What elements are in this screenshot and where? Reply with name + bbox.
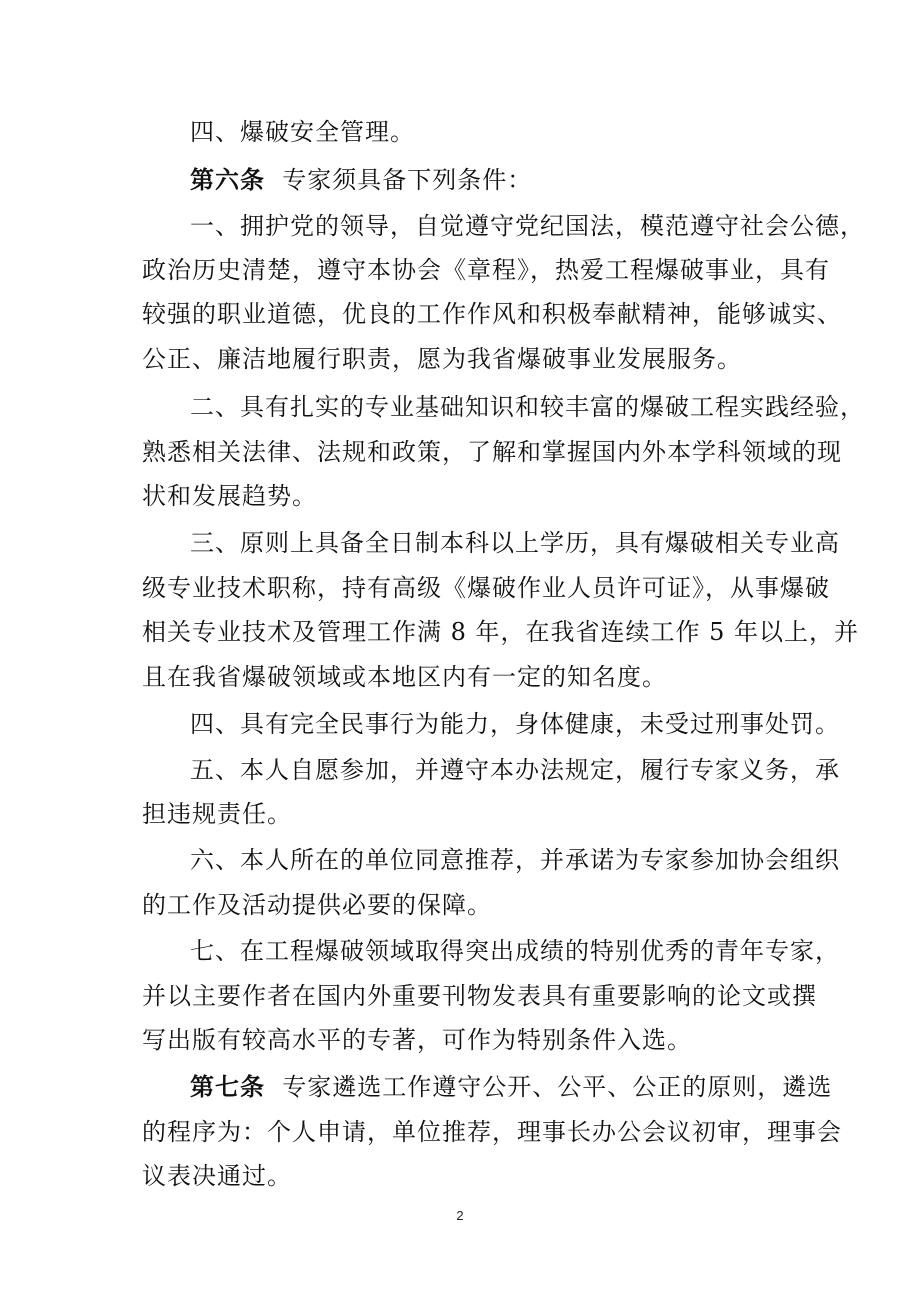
condition-2-line-1: 二、具有扎实的专业基础知识和较丰富的爆破工程实践经验， [190, 393, 865, 421]
condition-2-line-2: 熟悉相关法律、法规和政策，了解和掌握国内外本学科领域的现 [142, 438, 842, 466]
condition-7-line-1: 七、在工程爆破领域取得突出成绩的特别优秀的青年专家， [190, 937, 840, 965]
condition-1-line-3: 较强的职业道德，优良的工作作风和积极奉献精神，能够诚实、 [142, 300, 842, 328]
condition-6-line-1: 六、本人所在的单位同意推荐，并承诺为专家参加协会组织 [190, 846, 840, 874]
page-number: 2 [456, 1208, 464, 1223]
item-4-security-management: 四、爆破安全管理。 [190, 118, 415, 146]
condition-7-line-2: 并以主要作者在国内外重要刊物发表具有重要影响的论文或撰 [142, 982, 817, 1010]
article-6-intro: 专家须具备下列条件： [282, 166, 533, 194]
article-7-text: 专家遴选工作遵守公开、公平、公正的原则，遴选 [282, 1073, 833, 1101]
condition-7-line-3: 写出版有较高水平的专著，可作为特别条件入选。 [142, 1026, 692, 1054]
condition-2-line-3: 状和发展趋势。 [142, 482, 317, 510]
condition-3-line-2: 级专业技术职称，持有高级《爆破作业人员许可证》，从事爆破 [142, 574, 830, 602]
article-7-line-2: 的程序为：个人申请，单位推荐，理事长办公会议初审，理事会 [142, 1118, 842, 1146]
article-7-line-3: 议表决通过。 [142, 1162, 292, 1190]
condition-6-line-2: 的工作及活动提供必要的保障。 [142, 891, 492, 919]
article-7-line-1 [190, 1067, 833, 1107]
condition-4-line-1: 四、具有完全民事行为能力，身体健康，未受过刑事处罚。 [190, 710, 840, 738]
article-7-label: 第七条 [190, 1072, 265, 1101]
condition-5-line-2: 担违规责任。 [142, 800, 292, 828]
condition-1-line-4: 公正、廉洁地履行职责，愿为我省爆破事业发展服务。 [142, 345, 742, 373]
article-6-heading-line [190, 160, 792, 200]
condition-3-line-1: 三、原则上具备全日制本科以上学历，具有爆破相关专业高 [190, 529, 840, 557]
condition-3-line-3: 相关专业技术及管理工作满 8 年，在我省连续工作 5 年以上，并 [142, 618, 860, 646]
condition-1-line-2: 政治历史清楚，遵守本协会《章程》，热爱工程爆破事业，具有 [142, 256, 830, 284]
article-6-label: 第六条 [190, 165, 265, 194]
condition-1-line-1: 一、拥护党的领导，自觉遵守党纪国法，模范遵守社会公德， [190, 212, 865, 240]
condition-5-line-1: 五、本人自愿参加，并遵守本办法规定，履行专家义务，承 [190, 756, 840, 784]
condition-3-line-4: 且在我省爆破领域或本地区内有一定的知名度。 [142, 663, 667, 691]
